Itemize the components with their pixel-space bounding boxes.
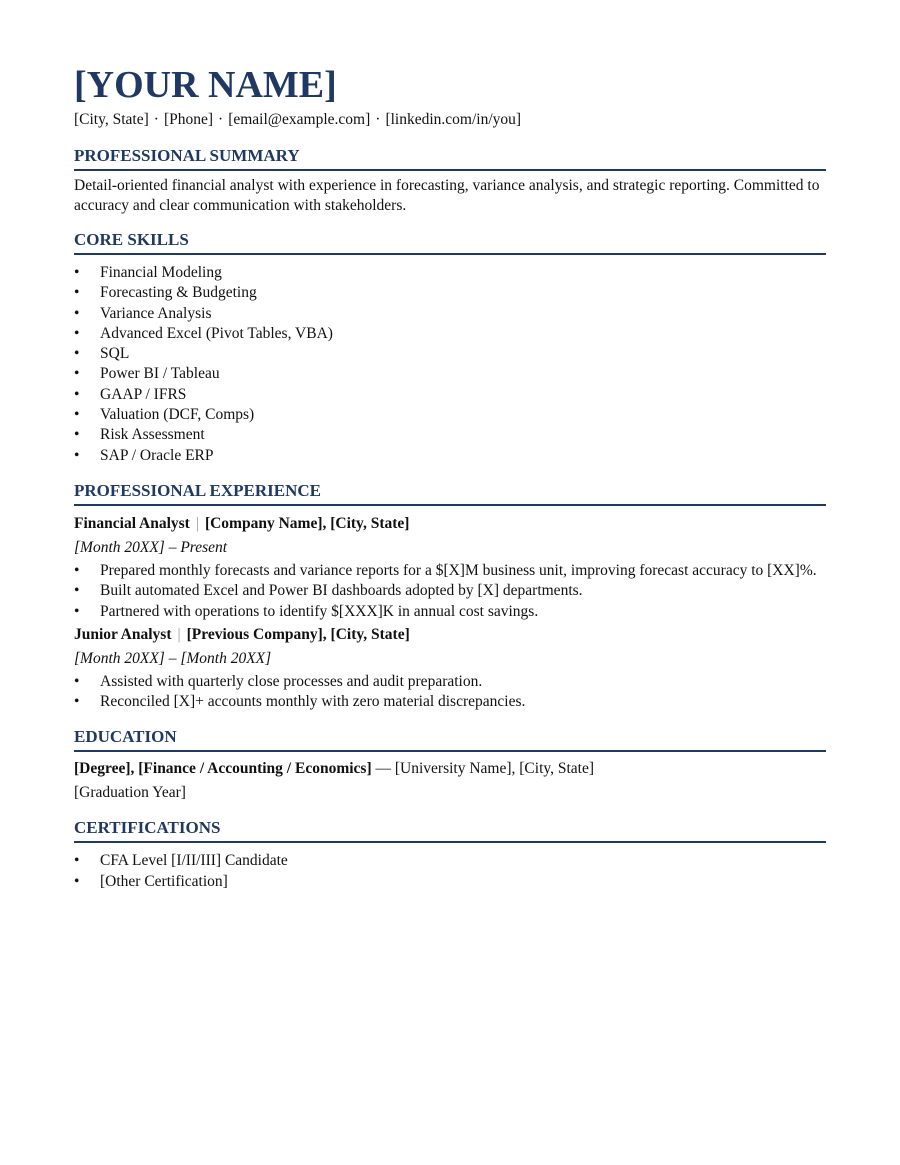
contact-line (74, 110, 826, 130)
job-dates: [Month 20XX] – [Month 20XX] (74, 649, 272, 667)
skill-item (74, 263, 826, 283)
title-divider: | (195, 514, 199, 532)
certifications-heading: CERTIFICATIONS (74, 817, 826, 843)
contact-separator: · (218, 111, 224, 128)
skills-section (74, 229, 826, 466)
skill-item (74, 304, 826, 324)
skill-label: Forecasting & Budgeting (100, 284, 257, 302)
contact-separator: · (153, 111, 159, 128)
skill-item (74, 425, 826, 445)
skill-item (74, 364, 826, 384)
experience-heading: PROFESSIONAL EXPERIENCE (74, 480, 826, 506)
job-entry (74, 625, 826, 713)
bullet-icon: • (74, 582, 80, 600)
job-entry (74, 514, 826, 622)
job-company: [Previous Company], [City, State] (186, 625, 410, 643)
title-divider: | (177, 625, 181, 643)
contact-linkedin: [linkedin.com/in/you] (385, 111, 522, 128)
job-bullet-text: Assisted with quarterly close processes and audit preparation. (100, 672, 483, 690)
skill-item (74, 385, 826, 405)
certifications-section (74, 817, 826, 892)
bullet-icon: • (74, 324, 80, 342)
job-title-line (74, 625, 826, 645)
job-bullet-text: Built automated Excel and Power BI dashboards adopted by [X] departments. (100, 582, 583, 600)
job-bullet-text: Prepared monthly forecasts and variance reports for a $[X]M business unit, improving forecast accuracy to [XX]%. (100, 561, 817, 579)
graduation-year: [Graduation Year] (74, 784, 186, 802)
certification-label: [Other Certification] (100, 872, 228, 890)
job-bullet (74, 581, 826, 601)
job-bullet (74, 692, 826, 712)
bullet-icon: • (74, 264, 80, 281)
contact-city: [City, State] (74, 111, 149, 128)
bullet-icon: • (74, 426, 80, 444)
skill-label: Risk Assessment (100, 426, 205, 444)
skill-item (74, 324, 826, 344)
bullet-icon: • (74, 406, 80, 424)
job-bullet (74, 672, 826, 692)
job-bullet-text: Partnered with operations to identify $[XXX]K in annual cost savings. (100, 602, 539, 620)
job-bullets (74, 561, 826, 622)
job-title: Financial Analyst (74, 514, 190, 532)
skill-label: Power BI / Tableau (100, 365, 220, 383)
education-section (74, 726, 826, 803)
bullet-icon: • (74, 304, 80, 322)
bullet-icon: • (74, 602, 80, 620)
job-title: Junior Analyst (74, 625, 172, 643)
certification-label: CFA Level [I/II/III] Candidate (100, 852, 288, 870)
summary-section (74, 145, 826, 215)
bullet-icon: • (74, 872, 80, 890)
skill-label: Variance Analysis (100, 304, 212, 322)
contact-separator: · (375, 111, 381, 128)
skill-label: Financial Modeling (100, 264, 222, 281)
education-institution: — [University Name], [City, State] (371, 760, 595, 778)
skill-label: Advanced Excel (Pivot Tables, VBA) (100, 324, 333, 342)
job-bullet (74, 561, 826, 581)
certification-item (74, 851, 826, 871)
bullet-icon: • (74, 693, 80, 711)
summary-heading: PROFESSIONAL SUMMARY (74, 145, 826, 171)
bullet-icon: • (74, 446, 80, 464)
skill-label: GAAP / IFRS (100, 385, 187, 403)
experience-section (74, 480, 826, 712)
bullet-icon: • (74, 365, 80, 383)
education-degree: [Degree], [Finance / Accounting / Economics] (74, 760, 372, 778)
job-bullet-text: Reconciled [X]+ accounts monthly with zero material discrepancies. (100, 693, 526, 711)
skill-item (74, 283, 826, 303)
job-title-line (74, 514, 826, 534)
skills-list (74, 263, 826, 466)
bullet-icon: • (74, 385, 80, 403)
education-line (74, 759, 826, 779)
job-company: [Company Name], [City, State] (204, 514, 410, 532)
bullet-icon: • (74, 672, 80, 690)
bullet-icon: • (74, 852, 80, 870)
summary-text: Detail-oriented financial analyst with experience in forecasting, variance analysis, and strategic reporting. Committed to accuracy and clear communication with stakeholders. (74, 177, 820, 214)
bullet-icon: • (74, 284, 80, 302)
contact-phone: [Phone] (163, 111, 214, 128)
skill-label: SAP / Oracle ERP (100, 446, 214, 464)
job-bullet (74, 602, 826, 622)
bullet-icon: • (74, 561, 80, 579)
skill-label: Valuation (DCF, Comps) (100, 406, 255, 424)
skills-heading: CORE SKILLS (74, 229, 826, 255)
skill-label: SQL (100, 345, 130, 363)
certifications-list (74, 851, 826, 892)
bullet-icon: • (74, 345, 80, 363)
certification-item (74, 872, 826, 892)
job-dates: [Month 20XX] – Present (74, 538, 228, 556)
skill-item (74, 405, 826, 425)
job-bullets (74, 672, 826, 713)
skill-item (74, 344, 826, 364)
education-heading: EDUCATION (74, 726, 826, 752)
skill-item (74, 446, 826, 466)
candidate-name: [YOUR NAME] (74, 64, 337, 106)
contact-email: [email@example.com] (228, 111, 371, 128)
